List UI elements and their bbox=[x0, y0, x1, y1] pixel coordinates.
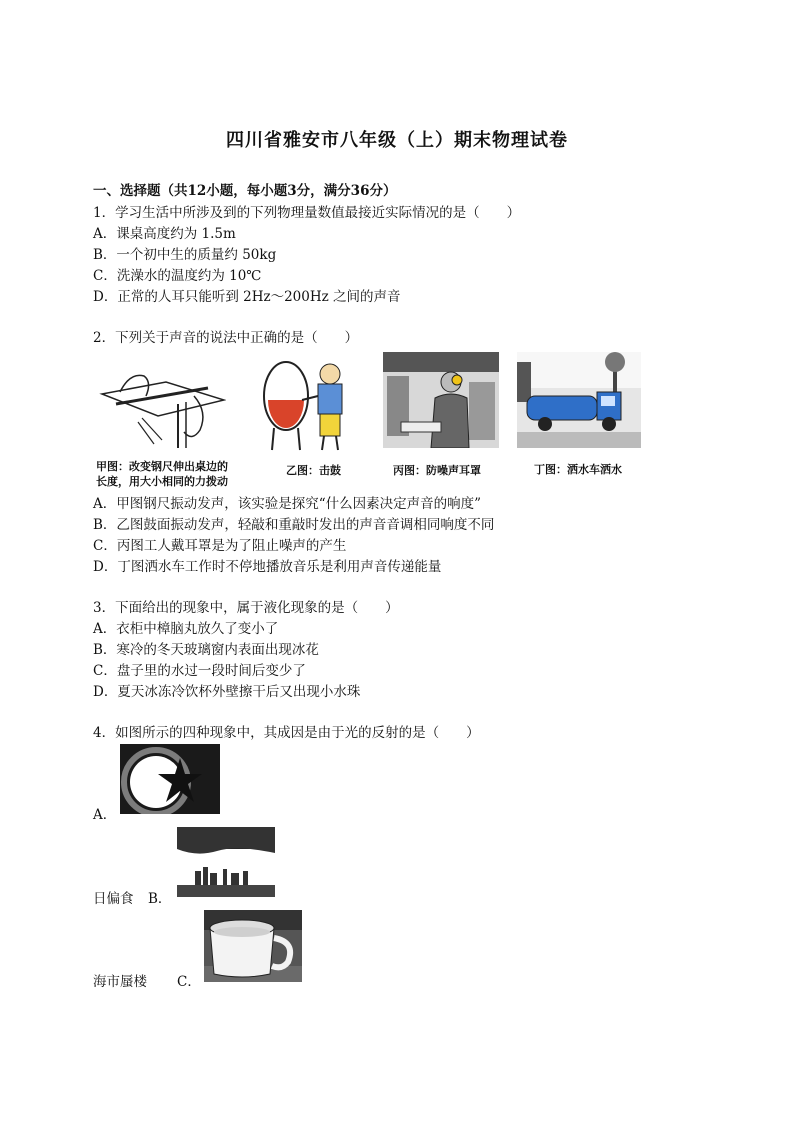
drum-figure bbox=[260, 352, 356, 452]
cup-figure bbox=[204, 910, 302, 982]
earmuff-worker-figure bbox=[383, 352, 499, 448]
section-heading: 一、选择题（共12小题，每小题3分，满分36分） bbox=[93, 183, 397, 199]
q4-option-c-letter: C． bbox=[177, 974, 201, 990]
caption-ding: 丁图：洒水车洒水 bbox=[534, 463, 622, 476]
q2-option-d: D．丁图洒水车工作时不停地播放音乐是利用声音传递能量 bbox=[93, 559, 442, 575]
sprinkler-truck-figure bbox=[517, 352, 641, 448]
q4-stem: 4．如图所示的四种现象中，其成因是由于光的反射的是（ ） bbox=[93, 725, 480, 741]
q2-stem: 2．下列关于声音的说法中正确的是（ ） bbox=[93, 330, 359, 346]
mirage-figure bbox=[177, 827, 275, 897]
q3-stem: 3．下面给出的现象中，属于液化现象的是（ ） bbox=[93, 600, 399, 616]
q2-option-a: A．甲图钢尺振动发声，该实验是探究“什么因素决定声音的响度” bbox=[93, 496, 482, 512]
caption-bing: 丙图：防噪声耳罩 bbox=[393, 464, 481, 477]
q3-option-c: C．盘子里的水过一段时间后变少了 bbox=[93, 663, 306, 679]
q3-option-a: A．衣柜中樟脑丸放久了变小了 bbox=[93, 621, 279, 637]
q2-option-b: B．乙图鼓面振动发声，轻敲和重敲时发出的声音音调相同响度不同 bbox=[93, 517, 495, 533]
q2-option-c: C．丙图工人戴耳罩是为了阻止噪声的产生 bbox=[93, 538, 347, 554]
q1-option-b: B．一个初中生的质量约 50kg bbox=[93, 247, 277, 263]
ruler-figure bbox=[96, 352, 226, 450]
q1-stem: 1．学习生活中所涉及到的下列物理量数值最接近实际情况的是（ ） bbox=[93, 205, 521, 221]
q4-option-b-letter: B． bbox=[148, 891, 172, 907]
q3-option-d: D．夏天冰冻冷饮杯外壁擦干后又出现小水珠 bbox=[93, 684, 361, 700]
q4-option-a-label: 日偏食 bbox=[93, 891, 134, 907]
q4-option-a-letter: A． bbox=[93, 807, 117, 823]
q1-option-c: C．洗澡水的温度约为 10℃ bbox=[93, 268, 262, 284]
eclipse-figure bbox=[120, 744, 220, 814]
q1-option-a: A．课桌高度约为 1.5m bbox=[93, 226, 236, 242]
q3-option-b: B．寒冷的冬天玻璃窗内表面出现冰花 bbox=[93, 642, 319, 658]
caption-jia-line1: 甲图：改变钢尺伸出桌边的 bbox=[96, 460, 228, 473]
q1-option-d: D．正常的人耳只能听到 2Hz～200Hz 之间的声音 bbox=[93, 289, 401, 305]
q4-option-b-label: 海市蜃楼 bbox=[93, 974, 147, 990]
caption-yi: 乙图：击鼓 bbox=[286, 464, 341, 477]
caption-jia-line2: 长度，用大小相同的力拨动 bbox=[96, 475, 228, 488]
page-title: 四川省雅安市八年级（上）期末物理试卷 bbox=[226, 130, 568, 151]
